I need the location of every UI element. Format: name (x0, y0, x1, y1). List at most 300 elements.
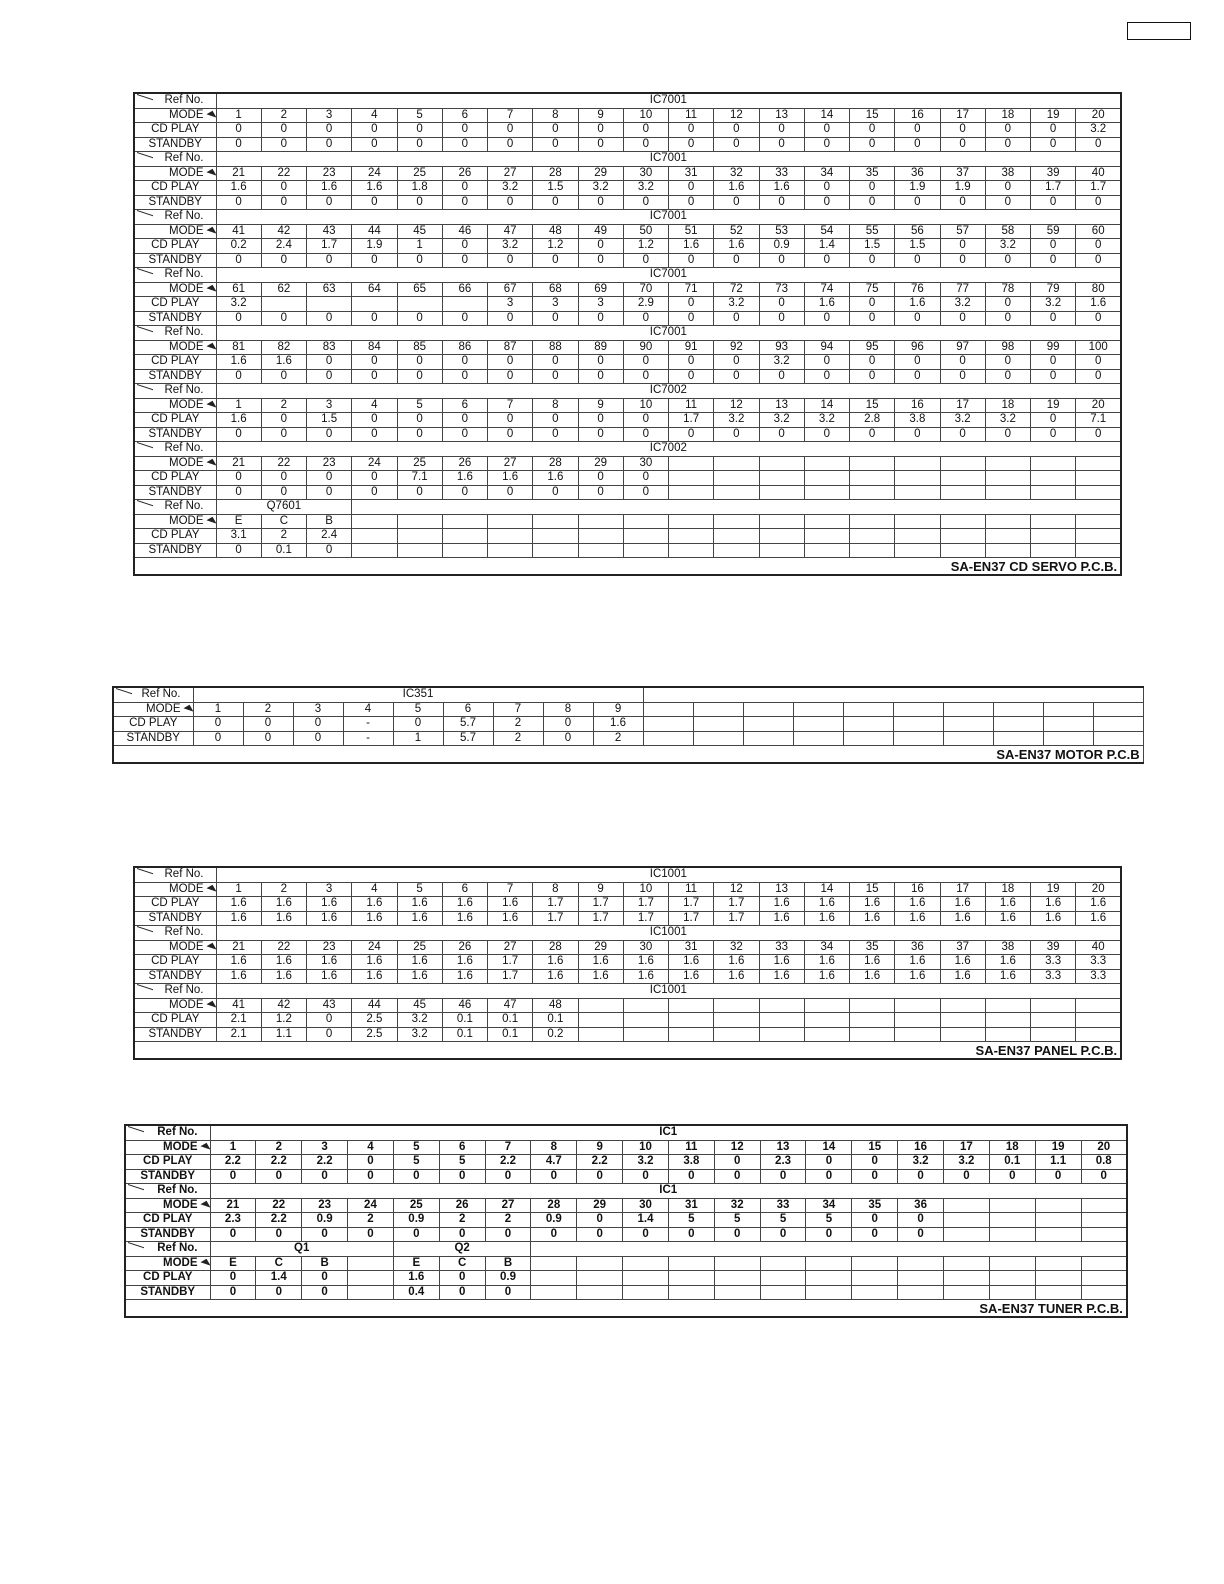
mode-cell: 12 (714, 398, 759, 413)
play-cell (1076, 1013, 1121, 1028)
play-cell: 3.2 (898, 1155, 944, 1170)
play-cell: 1.8 (397, 181, 442, 196)
ref-name: IC1001 (216, 984, 1121, 999)
mode-label: MODE (134, 998, 216, 1013)
mode-cell: B (307, 514, 352, 529)
standby-cell (989, 1285, 1035, 1300)
play-cell: 0 (852, 1213, 898, 1228)
mode-cell: 55 (850, 224, 895, 239)
standby-cell: 0 (302, 1285, 348, 1300)
mode-cell: 52 (714, 224, 759, 239)
standby-cell: 0 (623, 427, 668, 442)
play-cell: 0 (623, 413, 668, 428)
mode-cell: 13 (760, 1140, 806, 1155)
mode-cell: 23 (307, 940, 352, 955)
standby-cell: - (343, 731, 393, 746)
board-title: SA-EN37 CD SERVO P.C.B. (134, 558, 1121, 576)
play-cell (714, 1013, 759, 1028)
play-cell: 0 (261, 413, 306, 428)
play-cell: 1.6 (216, 181, 261, 196)
ref-no-label: Ref No. (125, 1242, 210, 1257)
standby-cell: 0 (442, 253, 487, 268)
play-cell: 0 (1031, 239, 1076, 254)
play-cell (940, 529, 985, 544)
mode-cell: 5 (397, 108, 442, 123)
standby-cell: 1.6 (307, 911, 352, 926)
standby-cell: 0 (895, 369, 940, 384)
play-cell: 1.7 (578, 897, 623, 912)
mode-cell (352, 514, 397, 529)
mode-cell: 76 (895, 282, 940, 297)
standby-cell: 0 (669, 137, 714, 152)
standby-cell: 0 (442, 311, 487, 326)
standby-cell (898, 1285, 944, 1300)
standby-cell: 0 (488, 311, 533, 326)
standby-cell: 0 (940, 311, 985, 326)
mode-label: MODE (134, 166, 216, 181)
standby-cell: 0 (714, 369, 759, 384)
play-cell: 0 (759, 297, 804, 312)
standby-cell: 5.7 (443, 731, 493, 746)
mode-cell (893, 702, 943, 717)
mode-label: MODE (134, 514, 216, 529)
play-cell: 3.2 (940, 413, 985, 428)
mode-cell: 23 (307, 166, 352, 181)
mode-cell: 3 (307, 882, 352, 897)
standby-cell: 0 (714, 195, 759, 210)
standby-cell: 1.6 (307, 969, 352, 984)
play-cell: 1.6 (578, 955, 623, 970)
mode-cell (1076, 998, 1121, 1013)
play-cell (714, 471, 759, 486)
mode-cell: 10 (623, 398, 668, 413)
standby-cell: 0 (442, 195, 487, 210)
play-cell: 0 (302, 1271, 348, 1286)
mode-cell (578, 514, 623, 529)
mode-label: MODE (134, 882, 216, 897)
standby-cell (643, 731, 693, 746)
mode-cell (850, 514, 895, 529)
play-cell: 0 (533, 123, 578, 138)
play-cell (348, 1271, 394, 1286)
standby-label: STANDBY (134, 253, 216, 268)
mode-cell: 34 (804, 940, 849, 955)
standby-cell: 0 (243, 731, 293, 746)
standby-cell (668, 1285, 714, 1300)
mode-cell: 16 (895, 882, 940, 897)
standby-label: STANDBY (134, 911, 216, 926)
mode-cell: 60 (1076, 224, 1121, 239)
standby-cell: 0 (895, 311, 940, 326)
play-cell: 1.6 (623, 955, 668, 970)
mode-cell: E (393, 1256, 439, 1271)
mode-cell: 25 (393, 1198, 439, 1213)
mode-cell: 51 (669, 224, 714, 239)
standby-cell (895, 1027, 940, 1042)
standby-cell: 0 (940, 137, 985, 152)
play-cell: 0 (488, 413, 533, 428)
play-cell: 3 (578, 297, 623, 312)
play-cell: 1.6 (669, 955, 714, 970)
standby-cell: 0 (578, 137, 623, 152)
standby-cell: 0 (895, 253, 940, 268)
play-cell: 1.6 (352, 955, 397, 970)
standby-cell: 0 (669, 427, 714, 442)
play-cell: 2.2 (302, 1155, 348, 1170)
standby-cell: 0 (352, 485, 397, 500)
play-cell: 0 (804, 181, 849, 196)
cd-play-label: CD PLAY (134, 297, 216, 312)
play-cell: 1.2 (533, 239, 578, 254)
mode-cell: 11 (668, 1140, 714, 1155)
servo-voltage-table (133, 92, 1122, 576)
blank-cell (352, 500, 1121, 515)
play-cell: 0 (442, 355, 487, 370)
mode-cell (488, 514, 533, 529)
play-cell: 3.2 (940, 297, 985, 312)
mode-cell: 2 (243, 702, 293, 717)
mode-cell: 6 (442, 398, 487, 413)
standby-cell: 0 (898, 1169, 944, 1184)
play-cell: 1.7 (714, 897, 759, 912)
mode-cell: 4 (352, 882, 397, 897)
mode-cell (643, 702, 693, 717)
play-cell (806, 1271, 852, 1286)
play-cell: 3.2 (623, 181, 668, 196)
ref-no-label: Ref No. (134, 210, 216, 225)
mode-cell: 43 (307, 998, 352, 1013)
standby-cell: 0 (759, 137, 804, 152)
play-cell: 1.6 (1076, 297, 1121, 312)
mode-cell: 59 (1031, 224, 1076, 239)
mode-cell: 57 (940, 224, 985, 239)
standby-cell: 1.6 (895, 969, 940, 984)
standby-cell (806, 1285, 852, 1300)
standby-cell: 0 (352, 253, 397, 268)
mode-cell: 96 (895, 340, 940, 355)
standby-cell (852, 1285, 898, 1300)
standby-cell: 0 (850, 195, 895, 210)
play-cell: 2.2 (210, 1155, 256, 1170)
mode-cell: 89 (578, 340, 623, 355)
play-cell: 0 (1076, 355, 1121, 370)
mode-cell: 1 (216, 398, 261, 413)
mode-cell: 5 (393, 702, 443, 717)
mode-cell: 86 (442, 340, 487, 355)
standby-cell: 0.1 (442, 1027, 487, 1042)
play-cell: 1.7 (1076, 181, 1121, 196)
mode-cell: 29 (577, 1198, 623, 1213)
standby-cell: 0 (1081, 1169, 1127, 1184)
blank-cell (531, 1242, 1127, 1257)
standby-cell: 0 (261, 311, 306, 326)
standby-cell: 0 (543, 731, 593, 746)
play-cell: 0 (352, 413, 397, 428)
cd-play-label: CD PLAY (113, 717, 193, 732)
play-cell: 1 (397, 239, 442, 254)
standby-cell (1076, 1027, 1121, 1042)
standby-cell: 0 (759, 253, 804, 268)
mode-cell: 93 (759, 340, 804, 355)
mode-cell: 41 (216, 224, 261, 239)
mode-cell (669, 998, 714, 1013)
ref-name: IC7001 (216, 93, 1121, 108)
standby-cell (1031, 485, 1076, 500)
play-cell: 0.1 (442, 1013, 487, 1028)
play-cell (577, 1271, 623, 1286)
play-cell: 1.6 (307, 955, 352, 970)
standby-cell: 0 (804, 369, 849, 384)
standby-cell (693, 731, 743, 746)
standby-cell: 1.6 (940, 969, 985, 984)
mode-cell: 14 (804, 398, 849, 413)
mode-cell (714, 1256, 760, 1271)
play-cell: 1.6 (216, 955, 261, 970)
play-cell: 1.4 (623, 1213, 669, 1228)
mode-cell: 20 (1076, 882, 1121, 897)
standby-cell: 0 (261, 427, 306, 442)
mode-cell: 24 (352, 940, 397, 955)
play-cell (852, 1271, 898, 1286)
standby-cell: 0 (307, 369, 352, 384)
standby-cell (993, 731, 1043, 746)
standby-cell: 1.6 (578, 969, 623, 984)
cd-play-label: CD PLAY (134, 471, 216, 486)
mode-cell: 4 (343, 702, 393, 717)
play-cell: 3.2 (488, 239, 533, 254)
play-cell: 3.2 (985, 413, 1030, 428)
standby-cell: 0 (307, 427, 352, 442)
standby-cell: 0 (940, 427, 985, 442)
play-cell: 1.6 (216, 897, 261, 912)
board-title: SA-EN37 PANEL P.C.B. (134, 1042, 1121, 1060)
play-cell: 0 (439, 1271, 485, 1286)
play-cell (760, 1271, 806, 1286)
mode-cell: 69 (578, 282, 623, 297)
play-cell: 2 (439, 1213, 485, 1228)
mode-cell (895, 456, 940, 471)
play-cell: 1.7 (669, 897, 714, 912)
mode-cell: 6 (442, 108, 487, 123)
standby-cell: 0 (307, 485, 352, 500)
standby-cell: 0 (210, 1285, 256, 1300)
cd-play-label: CD PLAY (134, 413, 216, 428)
mode-cell: 27 (488, 940, 533, 955)
standby-cell (760, 1285, 806, 1300)
standby-cell (895, 543, 940, 558)
ref-no-label: Ref No. (134, 442, 216, 457)
play-cell: 0 (852, 1155, 898, 1170)
standby-cell (1031, 543, 1076, 558)
standby-cell: 0 (1031, 137, 1076, 152)
play-cell: 3.2 (985, 239, 1030, 254)
mode-cell: 16 (898, 1140, 944, 1155)
play-cell: 1.6 (895, 897, 940, 912)
standby-cell: 0 (1076, 137, 1121, 152)
play-cell: 0 (352, 471, 397, 486)
standby-cell: 0 (393, 1169, 439, 1184)
play-cell: 0 (669, 181, 714, 196)
play-cell: 3.2 (488, 181, 533, 196)
standby-cell: 0 (1031, 311, 1076, 326)
play-cell (895, 471, 940, 486)
mode-cell: 18 (985, 398, 1030, 413)
play-cell: 2 (485, 1213, 531, 1228)
play-cell: 1.6 (804, 955, 849, 970)
play-cell (623, 1013, 668, 1028)
standby-cell: 0 (1031, 427, 1076, 442)
play-cell: 0 (442, 181, 487, 196)
standby-cell: 1.6 (759, 969, 804, 984)
mode-cell: 23 (302, 1198, 348, 1213)
ref-no-label: Ref No. (134, 152, 216, 167)
standby-cell: 1.6 (216, 911, 261, 926)
play-cell (940, 471, 985, 486)
mode-label: MODE (134, 340, 216, 355)
mode-label: MODE (134, 398, 216, 413)
mode-cell: 30 (623, 1198, 669, 1213)
standby-cell (895, 485, 940, 500)
play-cell: 0 (1076, 239, 1121, 254)
standby-label: STANDBY (134, 369, 216, 384)
play-cell: 3.1 (216, 529, 261, 544)
play-cell (804, 1013, 849, 1028)
play-cell (944, 1271, 990, 1286)
play-cell (743, 717, 793, 732)
mode-cell: 9 (578, 108, 623, 123)
mode-cell: 58 (985, 224, 1030, 239)
play-cell: 1.6 (804, 897, 849, 912)
play-cell: 1.5 (850, 239, 895, 254)
standby-cell: 0 (895, 195, 940, 210)
mode-cell: 61 (216, 282, 261, 297)
standby-cell: 0 (256, 1227, 302, 1242)
standby-label: STANDBY (134, 195, 216, 210)
play-cell: 0 (307, 1013, 352, 1028)
mode-cell (989, 1256, 1035, 1271)
mode-cell: 13 (759, 398, 804, 413)
play-cell: 0 (669, 297, 714, 312)
standby-cell (804, 1027, 849, 1042)
mode-cell (1076, 456, 1121, 471)
mode-label: MODE (125, 1256, 210, 1271)
standby-cell: 0 (397, 427, 442, 442)
mode-cell (989, 1198, 1035, 1213)
mode-cell (985, 998, 1030, 1013)
standby-cell: 0 (850, 311, 895, 326)
play-cell: 0 (193, 717, 243, 732)
play-cell: 3.2 (759, 355, 804, 370)
standby-cell: 1.6 (940, 911, 985, 926)
play-cell (793, 717, 843, 732)
mode-cell: 34 (804, 166, 849, 181)
standby-cell: 0 (985, 311, 1030, 326)
standby-cell: 0 (307, 543, 352, 558)
play-cell (307, 297, 352, 312)
standby-cell: 0 (850, 369, 895, 384)
standby-cell (397, 543, 442, 558)
mode-cell: 6 (442, 882, 487, 897)
standby-cell: 0 (578, 253, 623, 268)
play-cell: 0 (1031, 355, 1076, 370)
play-cell (850, 529, 895, 544)
standby-cell: 0 (985, 137, 1030, 152)
standby-cell: 0 (439, 1169, 485, 1184)
play-cell: 0 (898, 1213, 944, 1228)
play-cell: 1.1 (1035, 1155, 1081, 1170)
mode-cell: 37 (940, 940, 985, 955)
mode-cell: 48 (533, 224, 578, 239)
play-cell: 1.6 (804, 297, 849, 312)
mode-cell: 25 (397, 166, 442, 181)
play-cell: 0 (850, 297, 895, 312)
mode-cell: 68 (533, 282, 578, 297)
standby-cell (669, 543, 714, 558)
standby-cell: 0 (944, 1169, 990, 1184)
play-cell: 0 (985, 355, 1030, 370)
standby-label: STANDBY (125, 1227, 210, 1242)
standby-cell (940, 485, 985, 500)
standby-cell: 0 (488, 253, 533, 268)
play-cell (898, 1271, 944, 1286)
play-cell: 0.9 (759, 239, 804, 254)
play-cell: 0 (578, 471, 623, 486)
standby-cell: 0.2 (533, 1027, 578, 1042)
standby-cell (804, 543, 849, 558)
standby-cell: 0 (261, 137, 306, 152)
mode-cell: 13 (759, 108, 804, 123)
standby-cell: 0 (578, 427, 623, 442)
standby-cell: 1.7 (533, 911, 578, 926)
play-cell: 1.7 (488, 955, 533, 970)
standby-cell: 0 (985, 369, 1030, 384)
standby-cell: 0 (985, 427, 1030, 442)
standby-cell: 0 (397, 369, 442, 384)
standby-cell: 1.6 (352, 969, 397, 984)
mode-cell (442, 514, 487, 529)
play-cell: 3 (488, 297, 533, 312)
standby-cell: 0 (533, 253, 578, 268)
standby-cell: 0 (261, 369, 306, 384)
mode-cell: 50 (623, 224, 668, 239)
mode-cell (944, 1256, 990, 1271)
mode-cell: 25 (397, 940, 442, 955)
standby-cell: 0 (533, 427, 578, 442)
mode-cell: 45 (397, 224, 442, 239)
mode-cell: 7 (488, 108, 533, 123)
play-cell: 1.6 (442, 471, 487, 486)
play-cell: 0 (940, 239, 985, 254)
play-cell: 1.6 (442, 897, 487, 912)
play-cell: 0 (714, 1155, 760, 1170)
mode-label: MODE (125, 1140, 210, 1155)
standby-cell: 1 (393, 731, 443, 746)
play-cell: 1.6 (488, 471, 533, 486)
ref-name: IC1 (210, 1184, 1127, 1199)
mode-cell (985, 514, 1030, 529)
mode-cell: 35 (852, 1198, 898, 1213)
mode-cell: 48 (533, 998, 578, 1013)
mode-cell: 34 (806, 1198, 852, 1213)
play-cell: 0 (307, 471, 352, 486)
mode-cell (397, 514, 442, 529)
standby-cell: 0 (623, 311, 668, 326)
play-cell (759, 529, 804, 544)
play-cell: 1.6 (593, 717, 643, 732)
mode-cell: 79 (1031, 282, 1076, 297)
play-cell: 1.6 (533, 955, 578, 970)
mode-cell: 44 (352, 224, 397, 239)
